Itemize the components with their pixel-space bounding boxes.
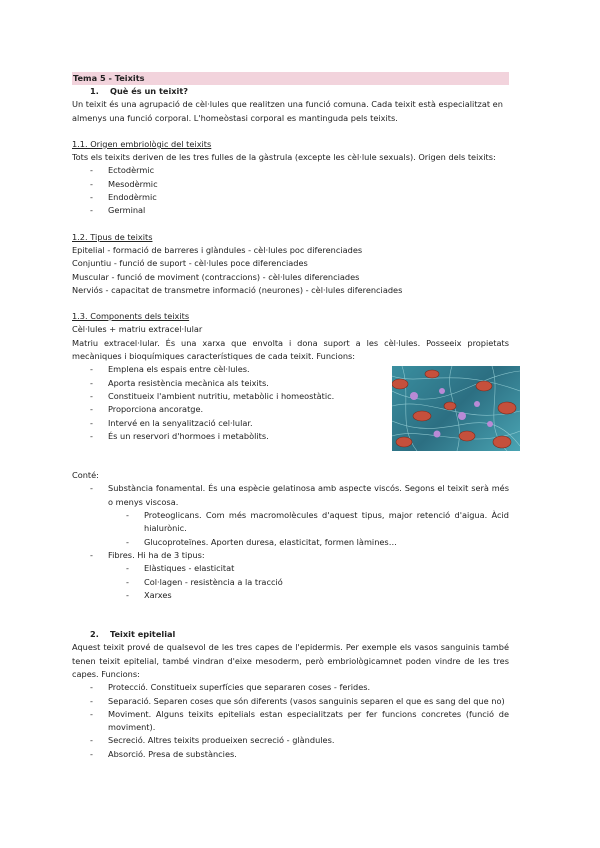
list-item: - Emplena els espais entre cèl·lules. bbox=[72, 363, 509, 376]
tissue-type-line: Epitelial - formació de barreres i glàndules - cèl·lules poc diferenciades bbox=[72, 244, 363, 255]
section-1-heading bbox=[72, 85, 509, 98]
section-2-heading bbox=[72, 628, 509, 641]
matrix-illustration bbox=[392, 366, 520, 451]
list-item: - Xarxes bbox=[72, 589, 509, 602]
list-item: - És un reservori d'hormoes i metabòlits. bbox=[72, 430, 509, 443]
list-item: - Fibres. Hi ha de 3 tipus: bbox=[72, 549, 509, 562]
epithelial-functions-list bbox=[72, 681, 509, 761]
conte-list bbox=[72, 482, 509, 509]
section-1-3-title: 1.3. Components dels teixits bbox=[72, 311, 190, 322]
list-item: - Proteoglicans. Com més macromolècules d'aquest tipus, major retenció d'aigua. Àcid hialurònic. bbox=[72, 509, 509, 536]
list-item: - Protecció. Constitueix superfícies que separaren coses - ferides. bbox=[72, 681, 509, 694]
section-1-number: 1. bbox=[90, 86, 99, 96]
list-item: - Aporta resistència mecànica als teixits. bbox=[72, 377, 509, 390]
section-2-number: 2. bbox=[90, 629, 99, 640]
list-item: - Ectodèrmic bbox=[72, 164, 509, 177]
tissue-type-line: Muscular - funció de moviment (contraccions) - cèl·lules diferenciades bbox=[72, 271, 360, 282]
list-item: - Constitueix l'ambient nutritiu, metabòlic i homeostàtic. bbox=[72, 390, 509, 403]
fibres-list bbox=[72, 549, 509, 562]
list-item: - Col·lagen - resistència a la tracció bbox=[72, 576, 509, 589]
document-title: Tema 5 - Teixits bbox=[72, 72, 509, 85]
section-1-1-title: 1.1. Origen embriològic del teixits bbox=[72, 138, 212, 149]
list-item: - Endodèrmic bbox=[72, 191, 509, 204]
origin-list bbox=[72, 164, 509, 217]
tissue-type-line: Nerviós - capacitat de transmetre informació (neurones) - cèl·lules diferenciades bbox=[72, 284, 403, 295]
section-1-text: Un teixit és una agrupació de cèl·lules que realitzen una funció comuna. Cada teixit està especialitzat en almenys una funció corporal. L'homeòstasi corporal es mantinguda pels teixits. bbox=[72, 99, 503, 123]
list-item: - Moviment. Alguns teixits epitelials estan especialitzats per fer funcions concretes (funció de moviment). bbox=[72, 708, 509, 735]
section-1-2-title: 1.2. Tipus de teixits bbox=[72, 231, 153, 242]
list-item: - Elàstiques - elasticitat bbox=[72, 562, 509, 575]
section-1-1-text: Tots els teixits deriven de les tres fulles de la gàstrula (excepte les cèl·lule sexuals). Origen dels teixits: bbox=[72, 152, 496, 163]
list-item: - Substància fonamental. És una espècie gelatinosa amb aspecte viscós. Segons el teixit serà més o menys viscosa. bbox=[72, 482, 509, 509]
list-item: - Separació. Separen coses que són diferents (vasos sanguinis separen el que es sang del que no) bbox=[72, 695, 509, 708]
list-item: - Proporciona ancoratge. bbox=[72, 403, 509, 416]
fibres-sublist bbox=[72, 562, 509, 602]
list-item: - Glucoproteïnes. Aporten duresa, elasticitat, formen làmines… bbox=[72, 536, 509, 549]
list-item: - Germinal bbox=[72, 204, 509, 217]
tissue-type-line: Conjuntiu - funció de suport - cèl·lules poce diferenciades bbox=[72, 258, 308, 269]
document-page bbox=[72, 72, 509, 761]
conte-sublist bbox=[72, 509, 509, 549]
matrix-text: Matriu extracel·lular. És una xarxa que envolta i dona suport a les cèl·lules. Posseeix propietats mecàniques i bioquímiques característiques de cada teixit. Funcions: bbox=[72, 337, 509, 362]
conte-label: Conté: bbox=[72, 470, 99, 481]
section-1-title: Què és un teixit? bbox=[110, 86, 189, 96]
section-2-title: Teixit epitelial bbox=[110, 629, 176, 640]
list-item: - Absorció. Presa de substàncies. bbox=[72, 748, 509, 761]
list-item: - Intervé en la senyalització cel·lular. bbox=[72, 417, 509, 430]
extracellular-matrix-image bbox=[392, 366, 520, 451]
list-item: - Mesodèrmic bbox=[72, 178, 509, 191]
section-2-text: Aquest teixit prové de qualsevol de les tres capes de l'epidermis. Per exemple els vasos sanguinis també tenen teixit epitelial, també vindran d'eixe mesoderm, però embriològicamnet poden vindre de les tres capes. Funcions: bbox=[72, 642, 509, 679]
components-line: Cèl·lules + matriu extracel·lular bbox=[72, 324, 203, 335]
list-item: - Secreció. Altres teixits produeixen secreció - glàndules. bbox=[72, 734, 509, 747]
